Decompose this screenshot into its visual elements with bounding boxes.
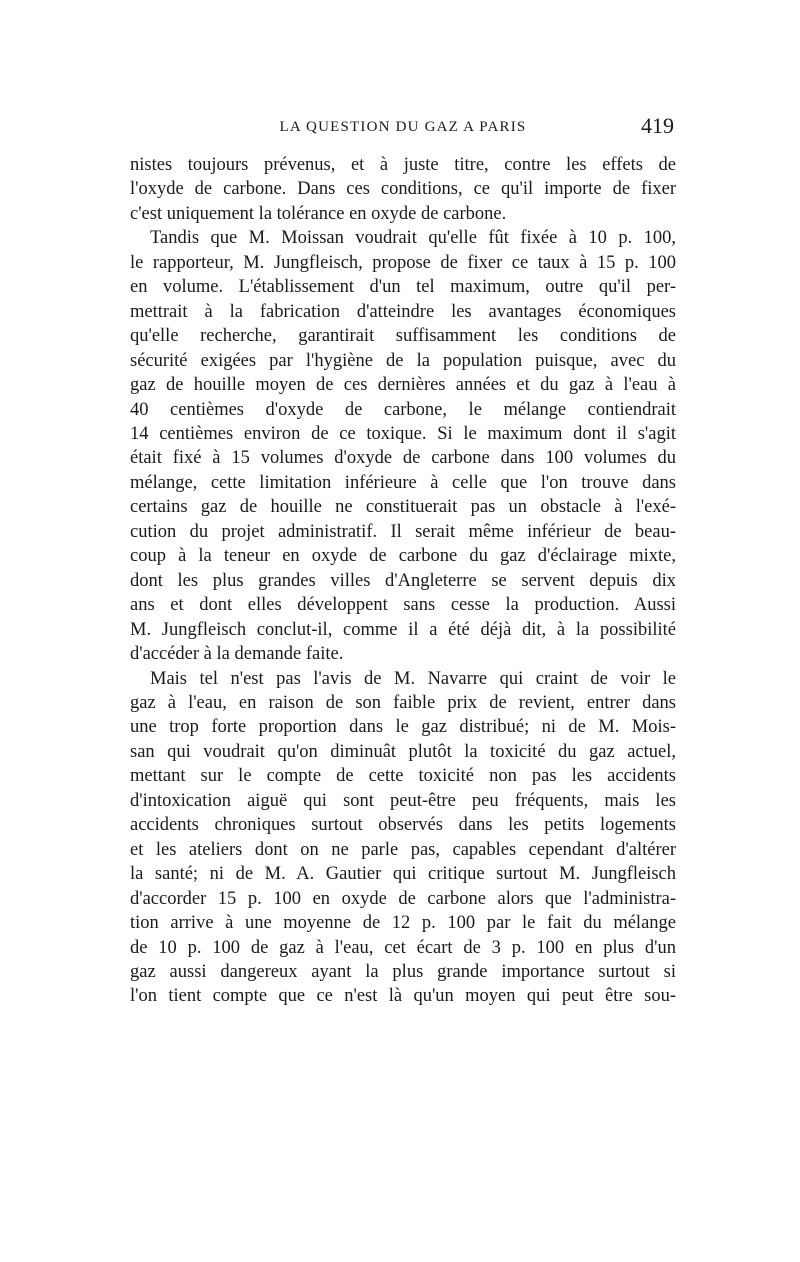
paragraph [130, 226, 676, 666]
text-line: mettrait à la fabrication d'atteindre les avantages économiques [130, 301, 676, 322]
text-line: et les ateliers dont on ne parle pas, capables cependant d'altérer [130, 839, 676, 860]
text-line: 40 centièmes d'oxyde de carbone, le mélange contiendrait [130, 399, 676, 420]
text-line: d'accorder 15 p. 100 en oxyde de carbone alors que l'administra- [130, 888, 676, 909]
text-line: coup à la teneur en oxyde de carbone du gaz d'éclairage mixte, [130, 546, 676, 567]
text-line: M. Jungfleisch conclut-il, comme il a été déjà dit, à la possibilité [130, 619, 676, 640]
text-line: sécurité exigées par l'hygiène de la population puisque, avec du [130, 350, 676, 371]
text-line: l'on tient compte que ce n'est là qu'un moyen qui peut être sou- [130, 986, 676, 1007]
text-line: ans et dont elles développent sans cesse la production. Aussi [130, 595, 676, 616]
body-text [130, 153, 676, 1009]
text-line: était fixé à 15 volumes d'oxyde de carbone dans 100 volumes du [130, 448, 676, 469]
text-line: gaz à l'eau, en raison de son faible prix de revient, entrer dans [130, 692, 676, 713]
text-line: cution du projet administratif. Il serait même inférieur de beau- [130, 521, 676, 542]
text-line: certains gaz de houille ne constituerait pas un obstacle à l'exé- [130, 497, 676, 518]
text-line: le rapporteur, M. Jungfleisch, propose de fixer ce taux à 15 p. 100 [130, 252, 676, 273]
text-line: d'accéder à la demande faite. [130, 644, 344, 665]
text-line: d'intoxication aiguë qui sont peut-être peu fréquents, mais les [130, 790, 676, 811]
text-line: Mais tel n'est pas l'avis de M. Navarre qui craint de voir le [150, 668, 676, 689]
text-line: mélange, cette limitation inférieure à celle que l'on trouve dans [130, 472, 676, 493]
paragraph [130, 667, 676, 1009]
text-line: gaz aussi dangereux ayant la plus grande importance surtout si [130, 961, 676, 982]
text-line: c'est uniquement la tolérance en oxyde de carbone. [130, 203, 507, 224]
text-line: de 10 p. 100 de gaz à l'eau, cet écart de 3 p. 100 en plus d'un [130, 937, 676, 958]
text-line: la santé; ni de M. A. Gautier qui critique surtout M. Jungfleisch [130, 864, 676, 885]
text-line: qu'elle recherche, garantirait suffisamment les conditions de [130, 326, 676, 347]
running-head [130, 114, 676, 140]
text-line: gaz de houille moyen de ces dernières années et du gaz à l'eau à [130, 375, 676, 396]
running-title: LA QUESTION DU GAZ A PARIS [279, 119, 527, 135]
page-number: 419 [641, 113, 674, 138]
text-line: accidents chroniques surtout observés dans les petits logements [130, 815, 676, 836]
text-line: mettant sur le compte de cette toxicité non pas les accidents [130, 766, 676, 787]
text-line: Tandis que M. Moissan voudrait qu'elle fût fixée à 10 p. 100, [150, 228, 676, 249]
text-line: 14 centièmes environ de ce toxique. Si le maximum dont il s'agit [130, 423, 676, 444]
text-line: san qui voudrait qu'on diminuât plutôt la toxicité du gaz actuel, [130, 741, 676, 762]
text-line: dont les plus grandes villes d'Angleterre se servent depuis dix [130, 570, 676, 591]
text-line: nistes toujours prévenus, et à juste titre, contre les effets de [130, 155, 676, 175]
paragraph [130, 153, 676, 226]
text-line: une trop forte proportion dans le gaz distribué; ni de M. Mois- [130, 717, 676, 738]
text-line: tion arrive à une moyenne de 12 p. 100 par le fait du mélange [130, 913, 676, 934]
text-line: l'oxyde de carbone. Dans ces conditions, ce qu'il importe de fixer [130, 179, 676, 200]
text-line: en volume. L'établissement d'un tel maximum, outre qu'il per- [130, 277, 676, 298]
